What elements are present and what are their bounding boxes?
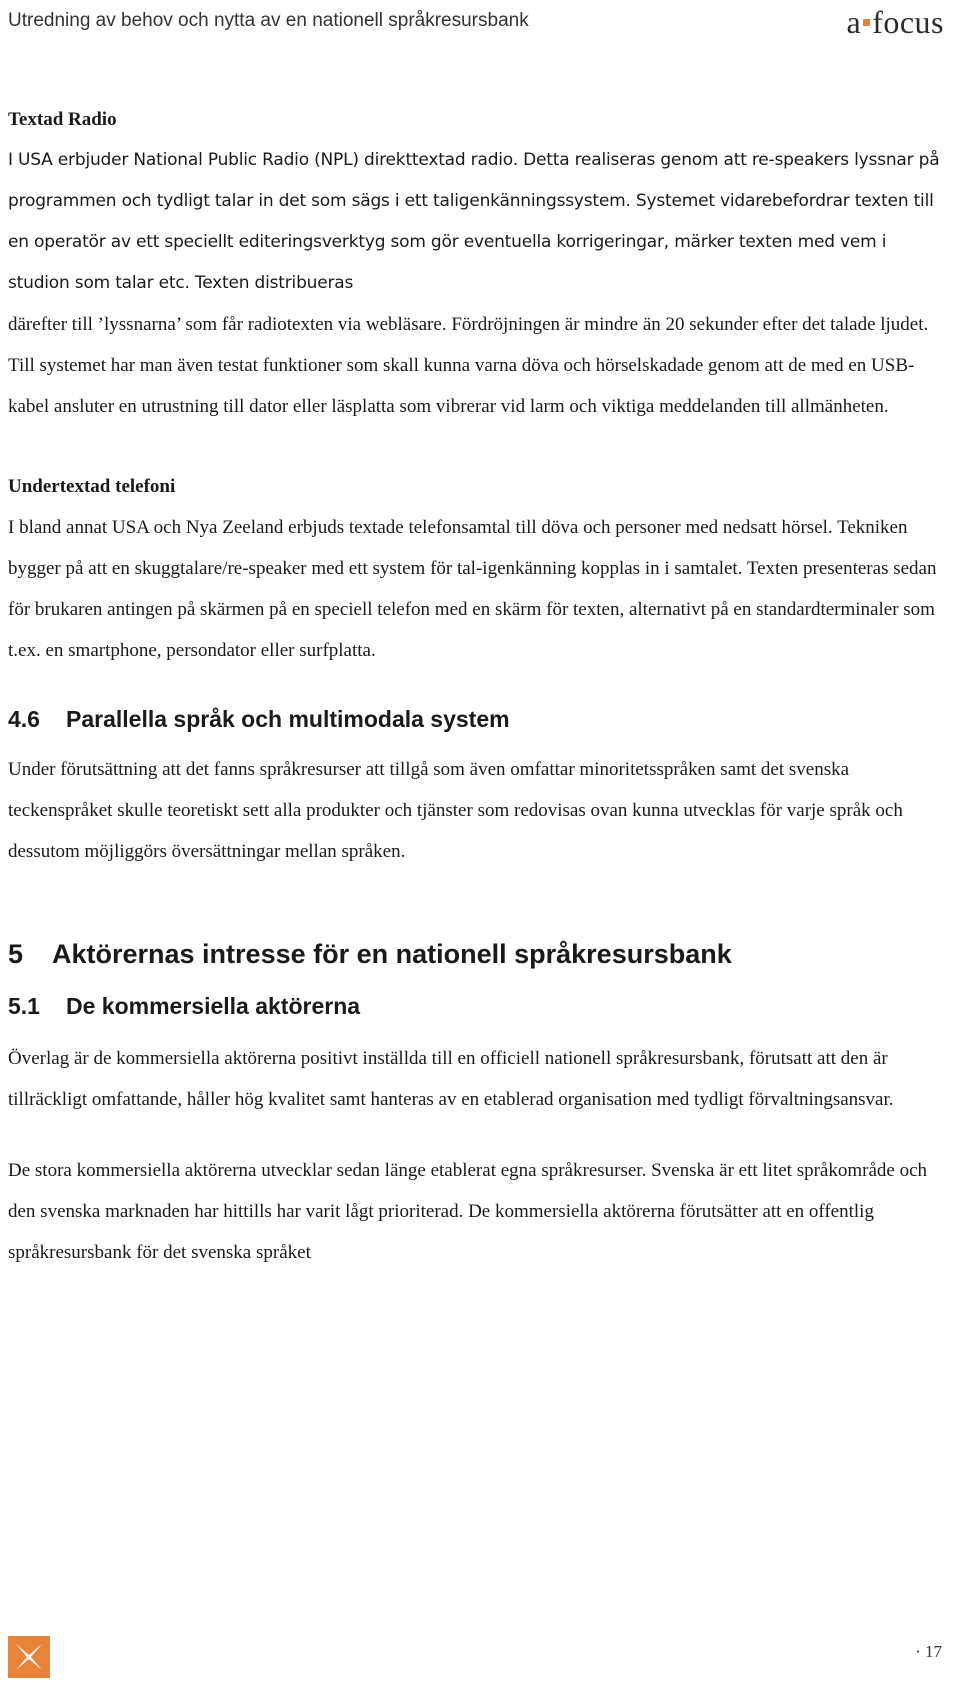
afocus-logo <box>846 4 944 41</box>
heading-textad-radio: Textad Radio <box>8 109 117 130</box>
page-number: · 17 <box>915 1642 942 1661</box>
section-heading-5-1 <box>8 986 952 1026</box>
section-number: 4.6 <box>8 706 40 732</box>
logo-dot-icon <box>863 19 870 26</box>
section-heading-4-6 <box>8 699 952 739</box>
afocus-mark-icon <box>8 1636 50 1678</box>
section-title: De kommersiella aktörerna <box>66 993 361 1019</box>
chapter-heading-5 <box>8 932 952 976</box>
paragraph-4-6: Under förutsättning att det fanns språkresurser att tillgå som även omfattar minoritetsspråken samt det svenska teckenspråket skulle teoretiskt sett alla produkter och tjänster som redovisas ovan kunna utvecklas för varje språk och dessutom möjliggörs översättningar mellan språken. <box>8 759 903 862</box>
heading-undertextad-telefoni: Undertextad telefoni <box>8 476 176 497</box>
page-header <box>8 4 952 44</box>
paragraph-5-1-first: Överlag är de kommersiella aktörerna positivt inställda till en officiell nationell språkresursbank, förutsatt att den är tillräckligt omfattande, håller hög kvalitet samt hanteras av en etablerad organisation med tydligt förvaltningsansvar. <box>8 1048 894 1110</box>
document-body <box>8 100 952 1273</box>
chapter-number: 5 <box>8 939 24 969</box>
afocus-logo-icon <box>8 1636 50 1678</box>
chapter-title: Aktörernas intresse för en nationell språkresursbank <box>52 939 732 969</box>
logo-text-left: a <box>846 4 862 40</box>
paragraph-undertextad-telefoni: I bland annat USA och Nya Zeeland erbjuds textade telefonsamtal till döva och personer med nedsatt hörsel. Tekniken bygger på att en skuggtalare/re-speaker med ett system för tal-igenkänning kopplas in i samtalet. Texten presenteras sedan för brukaren antingen på skärmen på en speciell telefon med en skärm för texten, alternativt på en standardterminaler som t.ex. en smartphone, persondator eller surfplatta. <box>8 517 937 661</box>
document-title: Utredning av behov och nytta av en nationell språkresursbank <box>8 10 529 31</box>
logo-text-right: focus <box>872 4 944 40</box>
paragraph-5-1-second: De stora kommersiella aktörerna utvecklar sedan länge etablerat egna språkresurser. Svenska är ett litet språkområde och den svenska marknaden har hittills har varit lågt prioriterad. De kommersiella aktörerna förutsätter att en offentlig språkresursbank för det svenska språket <box>8 1160 928 1263</box>
paragraph-textad-radio-part1: I USA erbjuder National Public Radio (NPL) direkttextad radio. Detta realiseras genom att re-speakers lyssnar på programmen och tydligt talar in det som sägs i ett taligenkänningssystem. Systemet vidarebefordrar texten till en operatör av ett speciellt editeringsverktyg som gör eventuella korrigeringar, märker texten med vem i studion som talar etc. Texten distribueras <box>8 150 940 293</box>
paragraph-textad-radio-part2: därefter till ’lyssnarna’ som får radiotexten via webläsare. Fördröjningen är mindre än 20 sekunder efter det talade ljudet. Till systemet har man även testat funktioner som skall kunna varna döva och hörselskadade genom att de med en USB-kabel ansluter en utrustning till dator eller läsplatta som vibrerar vid larm och viktiga meddelanden till allmänheten. <box>8 314 929 417</box>
section-title: Parallella språk och multimodala system <box>66 706 510 732</box>
section-number: 5.1 <box>8 993 40 1019</box>
